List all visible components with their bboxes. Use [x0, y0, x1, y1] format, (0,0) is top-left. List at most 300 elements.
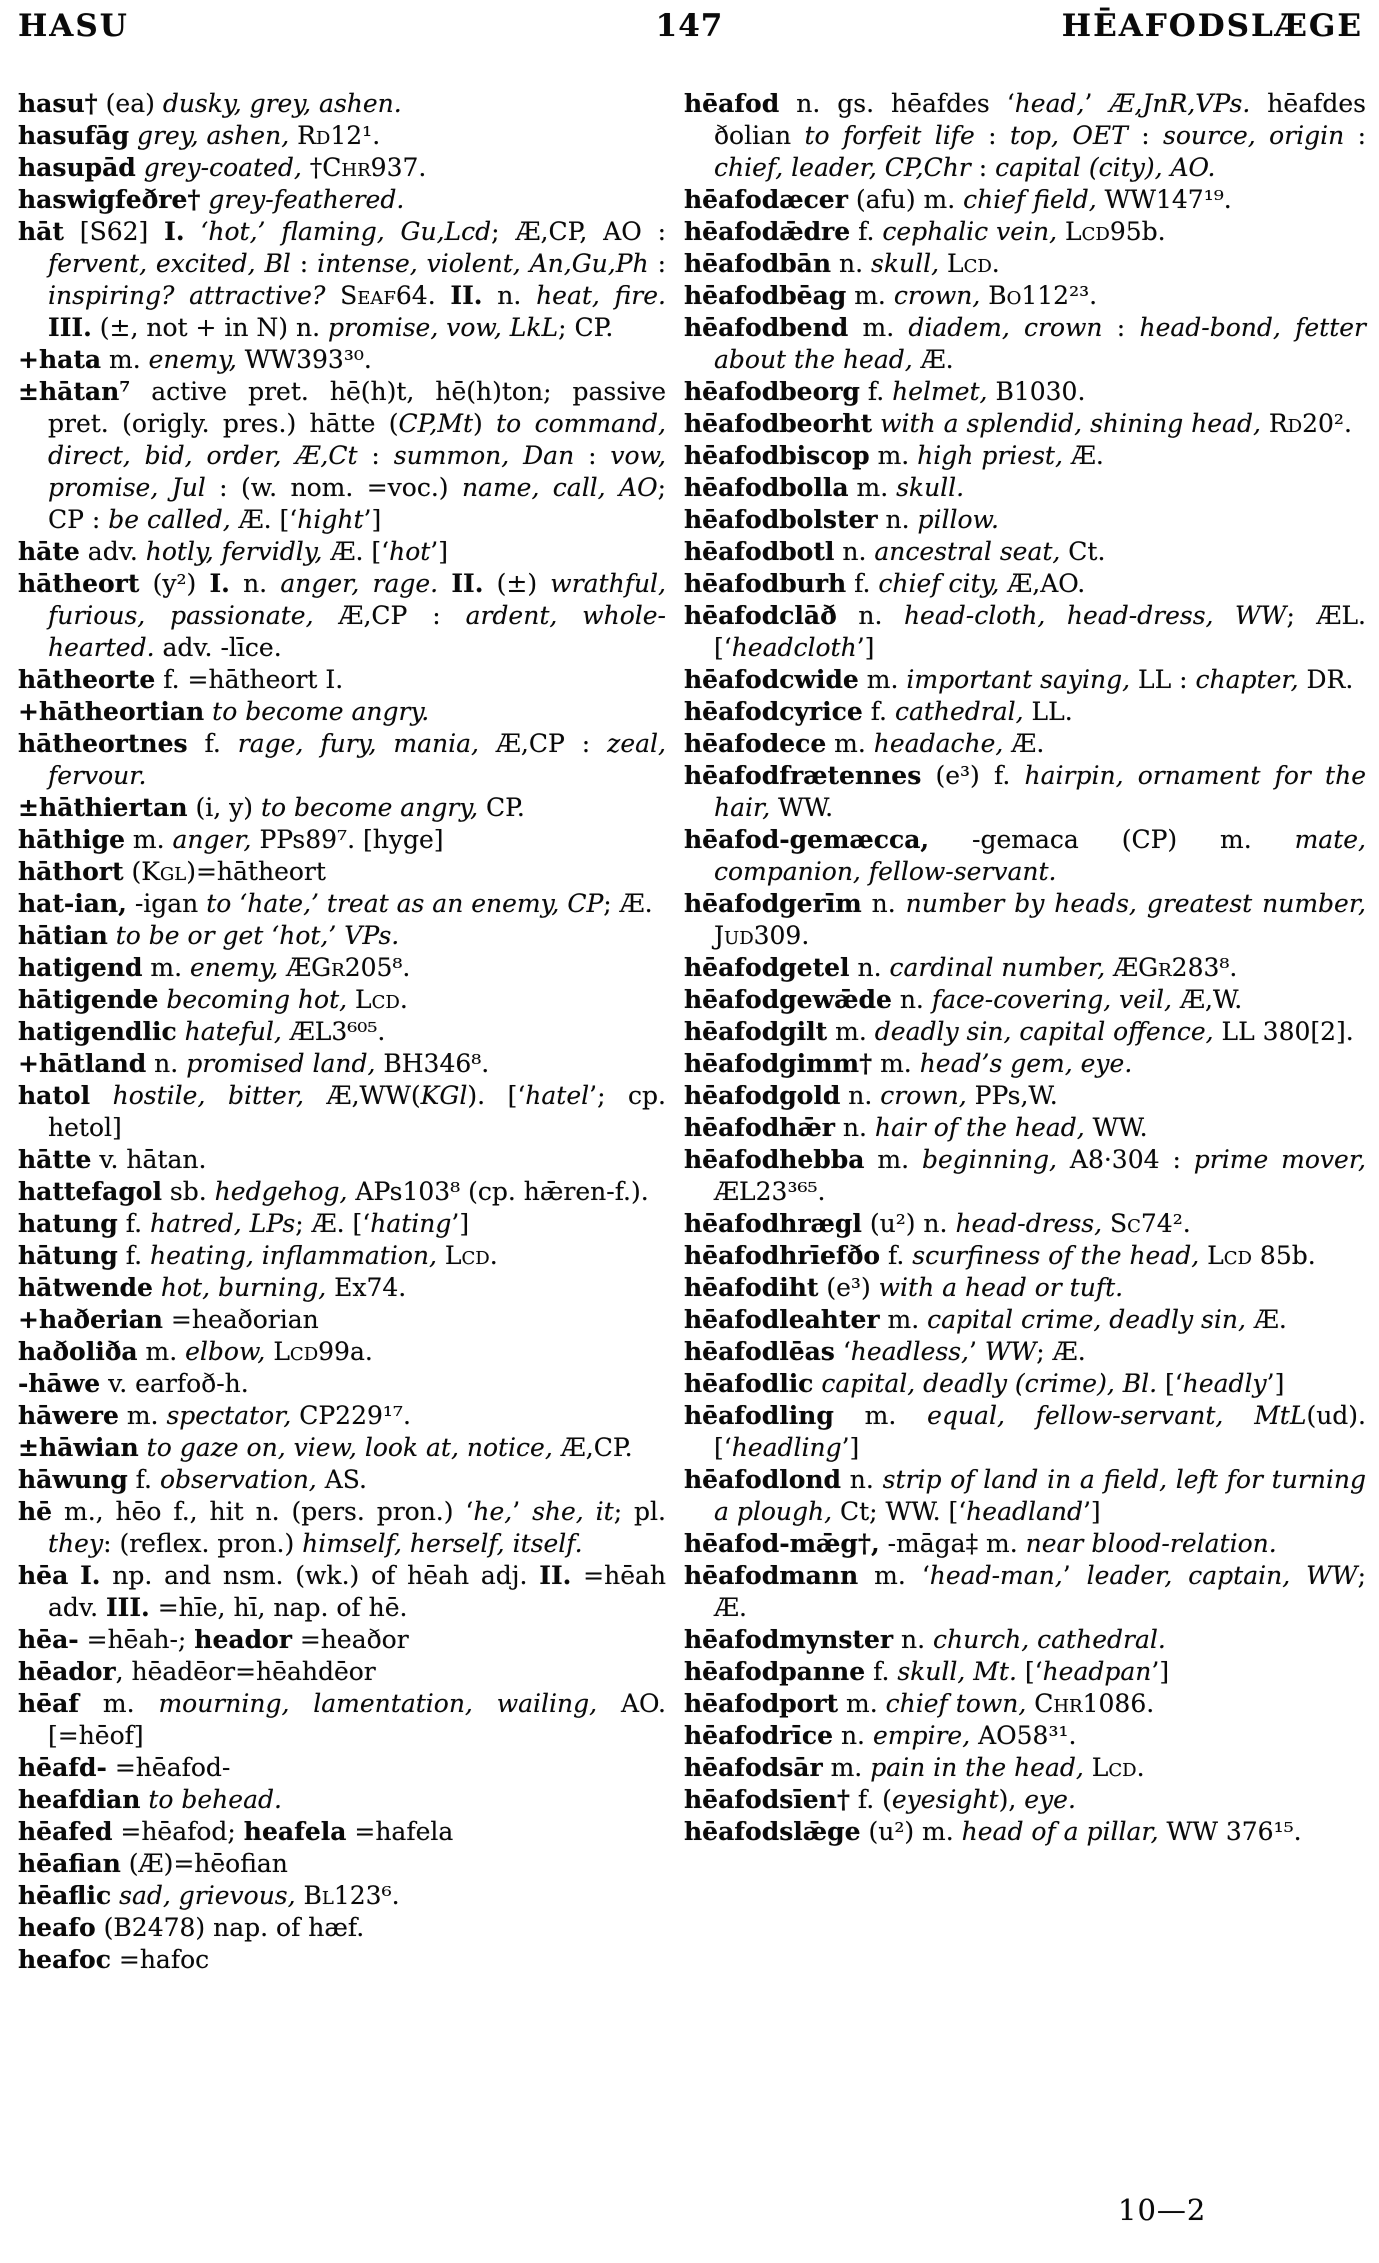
entry-text: mourning, lamentation, wailing, [158, 1689, 598, 1718]
entry-text: heating, inflammation, [149, 1241, 437, 1270]
entry-text: WW393³⁰. [236, 345, 372, 374]
entry-text: n. gs. hēafdes ‘ [779, 89, 1015, 118]
entry-text [185, 217, 201, 246]
entry-text: KGl [420, 1081, 468, 1110]
entry-text: † [301, 153, 323, 182]
entry-text: Chr [1034, 1689, 1083, 1718]
headword: hātian [18, 921, 108, 950]
entry-text: becoming hot, [166, 985, 348, 1014]
running-head-right: HĒAFODSLÆGE [1061, 8, 1363, 44]
headword: hātheort [18, 569, 140, 598]
entry-text: 205⁸. [344, 953, 411, 982]
headword: hēafodcyrice [684, 697, 863, 726]
headword: hēafodgold [684, 1081, 841, 1110]
entry-text: CP. [478, 793, 525, 822]
headword: hēafodrīce [684, 1721, 833, 1750]
entry-text: empire, [872, 1721, 971, 1750]
headword: hat-ian, [18, 889, 127, 918]
entry-text: Rd [1268, 409, 1303, 438]
entry-text: : [290, 249, 318, 278]
headword: hēafodport [684, 1689, 839, 1718]
entry-text: m. [833, 1401, 928, 1430]
dictionary-entry [684, 376, 1366, 408]
headword: hāwere [18, 1401, 119, 1430]
entry-text: =heaðorian [162, 1305, 319, 1334]
entry-text [204, 697, 212, 726]
entry-text: ’] [430, 537, 448, 566]
entry-text: vow, promise, Jul [48, 441, 666, 502]
dictionary-entry [18, 1080, 666, 1144]
entry-text [437, 1241, 445, 1270]
dictionary-entry [684, 184, 1366, 216]
entry-text: m. [846, 281, 894, 310]
entry-text: Ex74. [326, 1273, 407, 1302]
dictionary-entry [18, 888, 666, 920]
entry-text: m. [848, 313, 909, 342]
entry-text: head-dress, [955, 1209, 1103, 1238]
entry-text [289, 121, 297, 150]
entry-text: Lcd [355, 985, 400, 1014]
entry-text: n. [833, 1721, 873, 1750]
headword: +hātheortian [18, 697, 205, 726]
entry-text: f. =hātheort I. [155, 665, 344, 694]
headword: hattefagol [18, 1177, 162, 1206]
entry-text: LL. [1023, 697, 1073, 726]
entry-text: 64. [395, 281, 451, 310]
dictionary-entry [18, 1688, 666, 1752]
headword: +hata [18, 345, 102, 374]
entry-text: wrathful, furious, passionate, [48, 569, 666, 630]
headword: hēafodlic [684, 1369, 814, 1398]
headword: hēafodleahter [684, 1305, 880, 1334]
entry-text: 123⁶. [333, 1881, 400, 1910]
dictionary-entry [18, 728, 666, 792]
dictionary-entry [18, 1208, 666, 1240]
entry-text: Bo [988, 281, 1022, 310]
entry-text: (ud). [‘ [714, 1401, 1366, 1462]
entry-text: scurfiness of the head, [912, 1241, 1200, 1270]
entry-text: headless, [850, 1337, 969, 1366]
entry-text: ’ [512, 1497, 533, 1526]
entry-text: headland [966, 1497, 1083, 1526]
entry-text: sb. [161, 1177, 215, 1206]
dictionary-entry [18, 1144, 666, 1176]
entry-text: head-bond, fetter about the head, [714, 313, 1366, 374]
entry-text: hight [297, 505, 364, 534]
entry-text: heafela [243, 1817, 347, 1846]
headword: hēafodbotl [684, 537, 835, 566]
dictionary-entry [18, 184, 666, 216]
entry-text: II. [539, 1561, 572, 1590]
dictionary-entry [18, 1464, 666, 1496]
entry-text: ). [‘ [467, 1081, 526, 1110]
entry-text: APs103⁸ (cp. hǣren-f.). [347, 1177, 649, 1206]
entry-text: Æ,CP. [552, 1433, 633, 1462]
entry-text: Æ. [‘ [230, 505, 298, 534]
dictionary-entry [684, 728, 1366, 760]
entry-text: m. [142, 953, 191, 982]
dictionary-entry [684, 312, 1366, 376]
entry-text: top, [1009, 121, 1059, 150]
dictionary-entry [18, 536, 666, 568]
dictionary-entry [18, 1880, 666, 1912]
entry-text: deadly sin, capital offence, [874, 1017, 1214, 1046]
entry-text: ; Æ. [‘ [295, 1209, 371, 1238]
entry-text: pillow. [917, 505, 999, 534]
entry-text [296, 1881, 304, 1910]
entry-text: heador [194, 1625, 292, 1654]
headword: hēafodgewǣde [684, 985, 892, 1014]
dictionary-entry [18, 216, 666, 344]
entry-text: : (reflex. pron.) [103, 1529, 303, 1558]
entry-text: Æ,AO. [999, 569, 1086, 598]
entry-text: -gemaca (CP) m. [929, 825, 1295, 854]
headword: hēafodhǣr [684, 1113, 835, 1142]
entry-text: Bl [303, 1881, 334, 1910]
entry-text: n. [831, 249, 871, 278]
entry-text: enemy, [148, 345, 237, 374]
entry-text: II. [451, 569, 484, 598]
dictionary-entry [18, 1816, 666, 1848]
entry-text: cathedral, [894, 697, 1024, 726]
entry-text: (u²) m. [860, 1817, 962, 1846]
dictionary-entry [684, 408, 1366, 440]
headword: hēafodlēas [684, 1337, 835, 1366]
dictionary-entry [18, 1272, 666, 1304]
entry-text: Æ,W. [1172, 985, 1243, 1014]
headword: hēaflic [18, 1881, 112, 1910]
entry-text: Æ,WW( [304, 1081, 421, 1110]
entry-text: prime mover, [1193, 1145, 1366, 1174]
entry-text: f. [846, 569, 879, 598]
entry-text: Ct; WW. [‘ [832, 1497, 967, 1526]
entry-text: zeal, fervour. [48, 729, 666, 790]
entry-text: CP,Chr [884, 153, 971, 182]
dictionary-entry [684, 1144, 1366, 1208]
headword: ±hātan⁷ [18, 377, 131, 406]
headword: hasufāg [18, 121, 130, 150]
entry-text: elbow, [185, 1337, 266, 1366]
entry-text: =hēafod- [106, 1753, 231, 1782]
entry-text: f. [187, 729, 238, 758]
headword: heafoc [18, 1945, 111, 1974]
headword: hēafodece [684, 729, 827, 758]
dictionary-entry [684, 664, 1366, 696]
headword: hāte [18, 537, 80, 566]
left-column [18, 88, 666, 1976]
entry-text: : [1102, 313, 1140, 342]
entry-text: anger, [172, 825, 252, 854]
entry-text: CP229¹⁷. [291, 1401, 411, 1430]
entry-text: cephalic vein, [882, 217, 1058, 246]
entry-text [939, 249, 947, 278]
entry-text: capital, deadly (crime), Bl. [821, 1369, 1158, 1398]
entry-text: hating [370, 1209, 452, 1238]
entry-text: m. [79, 1689, 159, 1718]
headword: hēafodgerīm [684, 889, 862, 918]
entry-text: 20². [1302, 409, 1352, 438]
entry-text: hedgehog, [214, 1177, 348, 1206]
entry-text: LL : [1130, 665, 1196, 694]
entry-text: skull, [871, 249, 940, 278]
headword: hēafodlond [684, 1465, 842, 1494]
entry-text: Æ [1105, 953, 1139, 982]
dictionary-entry [684, 536, 1366, 568]
entry-text: ; Æ. [714, 1561, 1366, 1622]
dictionary-entry [18, 920, 666, 952]
entry-text: 74². [1140, 1209, 1191, 1238]
entry-text: =hēah adv. [48, 1561, 666, 1622]
dictionary-entry [684, 472, 1366, 504]
entry-text: I. [164, 217, 185, 246]
headword: heafo [18, 1913, 96, 1942]
entry-text: )=hātheort [186, 857, 326, 886]
dictionary-entry [18, 1656, 666, 1688]
headword: hēafodgilt [684, 1017, 828, 1046]
headword: hēafodslǣge [684, 1817, 861, 1846]
entry-text [325, 281, 340, 310]
entry-text: (y²) [139, 569, 210, 598]
entry-text: leader, captain, WW [1086, 1561, 1358, 1590]
entry-text: . [399, 985, 408, 1014]
entry-text: III. [105, 1593, 150, 1622]
entry-text: hot, burning, [160, 1273, 327, 1302]
dictionary-entry [18, 824, 666, 856]
headword: hēafod-mǣg†, [684, 1529, 880, 1558]
entry-text: Chr [322, 153, 371, 182]
headword: hasu† [18, 89, 98, 118]
entry-text: (i, y) [187, 793, 261, 822]
entry-text: hēafdes ðolian [714, 89, 1366, 150]
entry-text: intense, violent, An,Gu,Ph [317, 249, 649, 278]
entry-text: 112²³. [1021, 281, 1098, 310]
entry-text: (afu) m. [847, 185, 964, 214]
headword: hēafodburh [684, 569, 847, 598]
entry-text: ; ÆL. [‘ [714, 601, 1366, 662]
entry-text: m. [869, 441, 918, 470]
headword: hāt [18, 217, 64, 246]
entry-text: m. [827, 1017, 875, 1046]
entry-text: capital crime, deadly sin, [927, 1305, 1246, 1334]
entry-text: f. [117, 1241, 150, 1270]
dictionary-entry [684, 568, 1366, 600]
headword: hatung [18, 1209, 118, 1238]
entry-text: : [357, 441, 394, 470]
entry-text: f. [117, 1209, 150, 1238]
headword: hatigend [18, 953, 143, 982]
entry-text: n. [891, 985, 932, 1014]
entry-text: : [648, 249, 666, 278]
dictionary-entry [18, 568, 666, 664]
entry-text: =hafela [346, 1817, 454, 1846]
entry-text: ’] [363, 505, 382, 534]
entry-text: heat, fire. [536, 281, 666, 310]
headword: hēafodhebba [684, 1145, 865, 1174]
headword: hātung [18, 1241, 118, 1270]
headword: hēafodclāð [684, 601, 837, 630]
entry-text: hostile, bitter, [112, 1081, 304, 1110]
dictionary-entry [684, 1624, 1366, 1656]
entry-text: np. and nsm. (wk.) of hēah adj. [100, 1561, 540, 1590]
entry-text: chief town, [885, 1689, 1027, 1718]
entry-text: ’] [451, 1209, 470, 1238]
entry-text: fervent, excited, Bl [48, 249, 291, 278]
dictionary-entry [18, 1336, 666, 1368]
dictionary-entry [684, 88, 1366, 184]
entry-text: n. [840, 1081, 881, 1110]
entry-text: . [1136, 1753, 1145, 1782]
entry-text: m. [864, 1145, 922, 1174]
entry-text: n. [229, 569, 281, 598]
dictionary-entry [18, 664, 666, 696]
entry-text: Æ,CP : [313, 601, 466, 630]
entry-text: m. [879, 1305, 928, 1334]
headword: hēafodmynster [684, 1625, 894, 1654]
entry-text: m. [858, 665, 907, 694]
entry-text [877, 153, 885, 182]
headword: hēafodbend [684, 313, 849, 342]
entry-text: 309. [753, 921, 810, 950]
entry-text: f. [127, 1465, 160, 1494]
headword: hāthort [18, 857, 124, 886]
entry-text: (B2478) nap. of hæf. [95, 1913, 365, 1942]
entry-text: Rd [297, 121, 331, 150]
entry-text: II. [450, 281, 483, 310]
headword: hēaf [18, 1689, 80, 1718]
dictionary-entry [18, 1368, 666, 1400]
entry-text: Æ,CP : [478, 729, 608, 758]
entry-text [1059, 121, 1072, 150]
entry-text: ÆL23³⁶⁵. [714, 1177, 826, 1206]
dictionary-entry [684, 952, 1366, 984]
headword: hēafodsār [684, 1753, 823, 1782]
entry-text: she, it [532, 1497, 614, 1526]
dictionary-entry [684, 1208, 1366, 1240]
entry-text: Kgl [141, 857, 187, 886]
entry-text: Jud [714, 921, 754, 950]
entry-text: to ‘hate,’ treat as an enemy, CP [206, 889, 604, 918]
entry-text: headcloth [731, 633, 857, 662]
entry-text: WW. [1084, 1113, 1148, 1142]
entry-text: Æ [278, 953, 312, 982]
headword: hatol [18, 1081, 91, 1110]
entry-text [438, 569, 451, 598]
running-head-left: HASU [18, 8, 129, 44]
entry-text: 85b. [1251, 1241, 1316, 1270]
entry-text: , hēadēor=hēahdēor [115, 1657, 376, 1686]
entry-text: ’] [841, 1433, 860, 1462]
dictionary-entry [684, 248, 1366, 280]
entry-text: n. [849, 953, 890, 982]
entry-text: (ea) [97, 89, 163, 118]
headword: hēafodbolster [684, 505, 878, 534]
headword: hātwende [18, 1273, 153, 1302]
dictionary-entry [684, 504, 1366, 536]
dictionary-entry [18, 120, 666, 152]
entry-text: Lcd [273, 1337, 319, 1366]
headword: +hātland [18, 1049, 147, 1078]
entry-text: n. [834, 1113, 875, 1142]
entry-text: (Æ)=hēofian [120, 1849, 288, 1878]
entry-text: headpan [1042, 1657, 1152, 1686]
dictionary-entry [684, 1112, 1366, 1144]
dictionary-entry [684, 1240, 1366, 1272]
dictionary-entry [18, 1432, 666, 1464]
entry-text: 12¹. [330, 121, 381, 150]
headword: hēafodbān [684, 249, 832, 278]
entry-text: (±) [483, 569, 551, 598]
entry-text: . [489, 1241, 498, 1270]
entry-text: summon, Dan [393, 441, 575, 470]
dictionary-entry [684, 1080, 1366, 1112]
entry-text: ’] [1151, 1657, 1170, 1686]
entry-text: anger, rage. [280, 569, 439, 598]
entry-text: dusky, grey, ashen. [162, 89, 402, 118]
headword: hēafodling [684, 1401, 834, 1430]
headword: ±hāthiertan [18, 793, 188, 822]
entry-text: (±, not + in N) n. [91, 313, 328, 342]
headword: hēafodhrægl [684, 1209, 862, 1238]
dictionary-entry [684, 1368, 1366, 1400]
entry-text: Æ. [1062, 441, 1104, 470]
headword: hēafodbolla [684, 473, 849, 502]
dictionary-entry [18, 1304, 666, 1336]
entry-text: head’s gem, eye. [919, 1049, 1133, 1078]
headword: hēafd- [18, 1753, 107, 1782]
entry-text: AS. [316, 1465, 367, 1494]
entry-text: WW 376¹⁵. [1158, 1817, 1302, 1846]
headword: hēafodbiscop [684, 441, 870, 470]
entry-text: chief, leader, [714, 153, 877, 182]
entry-text: number by heads, greatest number, [905, 889, 1366, 918]
entry-text: n. [834, 537, 875, 566]
entry-text: : [974, 121, 1010, 150]
headword: hēafodbeorg [684, 377, 860, 406]
entry-text: m. [118, 1401, 167, 1430]
dictionary-entry [18, 1752, 666, 1784]
entry-text: observation, [159, 1465, 317, 1494]
entry-text: promised land, [186, 1049, 376, 1078]
entry-text: Sc [1110, 1209, 1141, 1238]
entry-text: promise, vow, LkL [328, 313, 559, 342]
entry-text: ; Æ,CP, AO : [491, 217, 666, 246]
headword: hēafod-gemæcca, [684, 825, 930, 854]
dictionary-entry [18, 1784, 666, 1816]
headword: hēafodǣdre [684, 217, 851, 246]
entry-text: [‘ [1016, 1657, 1043, 1686]
entry-text: -māga‡ m. [879, 1529, 1026, 1558]
entry-text: ’] [856, 633, 875, 662]
entry-text: DR. [1298, 665, 1354, 694]
entry-text: : [970, 153, 996, 182]
entry-text: n. [877, 505, 918, 534]
headword: hatigendlic [18, 1017, 177, 1046]
entry-text: to command, direct, bid, order, Æ,Ct [48, 409, 667, 470]
entry-text: mate, companion, fellow-servant. [714, 825, 1366, 886]
entry-text [111, 1881, 119, 1910]
entry-text: ( [123, 857, 142, 886]
entry-text: diadem, crown [908, 313, 1103, 342]
entry-text: m. [826, 729, 874, 758]
entry-text: f. [865, 1657, 898, 1686]
entry-text: LL 380[2]. [1213, 1017, 1354, 1046]
headword: hēafodgetel [684, 953, 850, 982]
entry-text: hairpin, ornament for the hair, [714, 761, 1366, 822]
entry-text: n. [482, 281, 537, 310]
headword: hāwung [18, 1465, 128, 1494]
entry-text: I. [80, 1561, 101, 1590]
entry-text: with a head or tuft. [878, 1273, 1124, 1302]
